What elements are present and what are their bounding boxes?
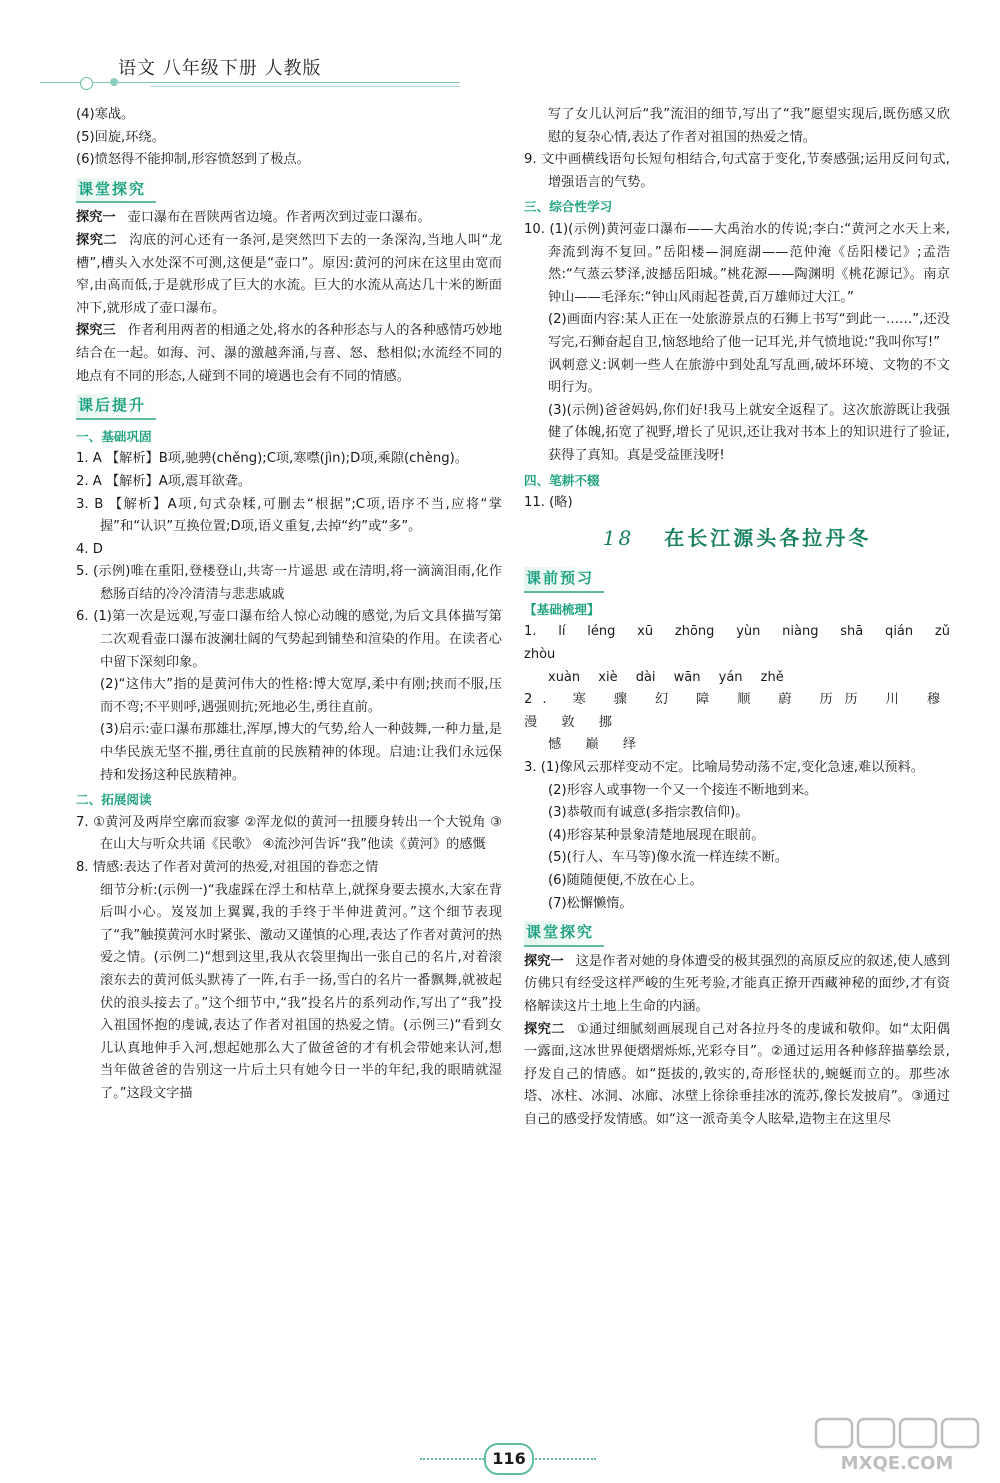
intro-line: (5)回旋,环绕。 bbox=[76, 129, 165, 145]
tanjiu-text: 沟底的河心还有一条河,是突然凹下去的一条深沟,当地人叫“龙槽”,槽头入水处深不可测,这便是“壶口”。原因:黄河的河床在这里由宽而窄,由高而低,于是就形成了巨大的水流。巨大的水流从高达几十米的断面冲下,就形成了壶口瀑布。 bbox=[76, 232, 503, 316]
page-number: 116 bbox=[484, 1443, 534, 1475]
answer-item: 4. D bbox=[76, 541, 103, 557]
tanjiu-tag: 探究二 bbox=[524, 1021, 565, 1037]
subsection-heading: 四、笔耕不辍 bbox=[524, 472, 600, 488]
right-column bbox=[524, 104, 950, 1132]
answer-item: (3)恭敬而有诚意(多指宗教信仰)。 bbox=[548, 805, 749, 821]
answer-item: 细节分析:(示例一)“我虚踩在浮土和枯草上,就探身要去摸水,大家在背后叫小心。岌岌加上翼翼,我的手终于半伸进黄河。”这个细节表现了“我”触摸黄河水时紧张、激动又谨慎的心理,表达了作者对黄河的热爱之情。(示例二)“想到这里,我从衣袋里掏出一张自己的名片,对着滚滚东去的黄河低头默祷了一阵,右手一扬,雪白的名片一番飘舞,就被起伏的浪头接去了。”这个细节中,“我”投名片的系列动作,写出了“我”投入祖国怀抱的虔诚,表达了作者对祖国的热爱之情。(示例三)“看到女儿认真地伸手入河,想起她那么大了做爸爸的才有机会带她来认河,想当年做爸爸的告别这一片后土只有她今日一半的年纪,我的眼睛就湿了。”这段文字描 bbox=[100, 882, 502, 1101]
tanjiu-paragraph bbox=[76, 320, 502, 388]
tanjiu-tag: 探究二 bbox=[76, 232, 118, 248]
subsection-heading: 二、拓展阅读 bbox=[76, 792, 152, 808]
left-column bbox=[76, 104, 502, 1106]
lesson-number: 18 bbox=[602, 525, 635, 550]
answer-item: (6)随随便便,不放在心上。 bbox=[548, 873, 703, 888]
watermark-logo bbox=[812, 1417, 982, 1477]
tanjiu-paragraph bbox=[524, 1019, 950, 1132]
header-dot-icon bbox=[110, 78, 118, 86]
header-circle-icon bbox=[80, 77, 93, 90]
answer-item: (2)“这伟大”指的是黄河伟大的性格:博大宽厚,柔中有刚;挟而不服,压而不弯;不平则呼,遇强则抗;死地必生,勇往直前。 bbox=[100, 677, 502, 715]
answer-item: 1. A 【解析】B项,驰骋(chěng);C项,寒噤(jìn);D项,乘隙(chèng)。 bbox=[76, 451, 468, 467]
answer-item: 5. (示例)唯在重阳,登楼登山,共寄一片遥思 或在清明,将一滴滴泪雨,化作愁肠百结的冷冷清清与悲悲戚戚 bbox=[76, 564, 502, 602]
header-rule-thin bbox=[150, 86, 460, 87]
answer-continuation: 写了女儿认河后“我”流泪的细节,写出了“我”愿望实现后,既伤感又欣慰的复杂心情,表达了作者对祖国的热爱之情。 bbox=[548, 107, 950, 145]
book-title: 语文 八年级下册 人教版 bbox=[118, 58, 322, 79]
footer-dotted-rule bbox=[532, 1458, 596, 1460]
watermark-text: MXQE.COM bbox=[840, 1453, 954, 1474]
bracket-heading: 【基础梳理】 bbox=[524, 601, 600, 617]
page-header bbox=[40, 50, 460, 90]
answer-item: 11. (略) bbox=[524, 495, 573, 511]
answer-item: (3)(示例)爸爸妈妈,你们好!我马上就安全返程了。这次旅游既让我强健了体魄,拓宽了视野,增长了见识,还让我对书本上的知识进行了验证,获得了真知。真是受益匪浅呀! bbox=[548, 402, 950, 463]
tanjiu-tag: 探究一 bbox=[524, 953, 564, 969]
characters-line: 2. 寒 骤 幻 障 顺 蔚 历历 川 穆 漫 敦 挪 bbox=[524, 692, 950, 730]
subsection-heading: 一、基础巩固 bbox=[76, 428, 152, 444]
section-heading-ketang-2: 课堂探究 bbox=[524, 921, 604, 947]
tanjiu-text: 壶口瀑布在晋陕两省边境。作者两次到过壶口瀑布。 bbox=[127, 210, 431, 226]
answer-item: 3. (1)像风云那样变动不定。比喻局势动荡不定,变化急速,难以预料。 bbox=[524, 760, 924, 776]
header-rule bbox=[40, 82, 460, 83]
answer-item: 8. 情感:表达了作者对黄河的热爱,对祖国的眷恋之情 bbox=[76, 860, 379, 875]
section-heading-ketang: 课堂探究 bbox=[76, 178, 156, 204]
answer-item: (2)画面内容:某人正在一处旅游景点的石狮上书写“到此一……”,还没写完,石狮奋起自卫,恼怒地给了他一记耳光,并气愤地说:“我叫你写!” bbox=[548, 312, 950, 350]
section-heading-kehou: 课后提升 bbox=[76, 394, 156, 420]
section-heading-keqian: 课前预习 bbox=[524, 567, 604, 593]
intro-line: (4)寒战。 bbox=[76, 107, 135, 122]
tanjiu-paragraph bbox=[76, 230, 502, 320]
answer-item: (7)松懈懒惰。 bbox=[548, 895, 633, 911]
tanjiu-paragraph bbox=[76, 207, 502, 230]
lesson-name: 在长江源头各拉丹冬 bbox=[664, 525, 872, 550]
answer-item: 3. B 【解析】A项,句式杂糅,可删去“根据”;C项,语序不当,应将“掌握”和“认识”互换位置;D项,语义重复,去掉“约”或“多”。 bbox=[76, 496, 502, 535]
answer-item: (5)(行人、车马等)像水流一样连续不断。 bbox=[548, 850, 788, 866]
answer-item: 2. A 【解析】A项,震耳欲聋。 bbox=[76, 473, 252, 489]
answer-item: (3)启示:壶口瀑布那雄壮,浑厚,博大的气势,给人一种鼓舞,一种力量,是中华民族无坚不摧,勇往直前的民族精神的体现。启迪:让我们永远保持和发扬这种民族精神。 bbox=[100, 722, 502, 783]
intro-line: (6)愤怒得不能抑制,形容愤怒到了极点。 bbox=[76, 152, 310, 168]
footer-dotted-rule bbox=[420, 1458, 484, 1460]
tanjiu-text: ①通过细腻刻画展现自己对各拉丹冬的虔诚和敬仰。如“太阳偶一露面,这冰世界便熠熠烁烁,光彩夺目”。②通过运用各种修辞描摹绘景,抒发自己的情感。如“挺拔的,敦实的,奇形怪状的,蜿蜒而立的。那些冰塔、冰柱、冰洞、冰廊、冰壁上徐徐垂挂冰的流苏,像长发披肩”。③通过自己的感受抒发情感。如“这一派奇美令人眩晕,造物主在这里尽 bbox=[524, 1021, 951, 1127]
answer-item: (4)形容某种景象清楚地展现在眼前。 bbox=[548, 827, 765, 843]
tanjiu-text: 这是作者对她的身体遭受的极其强烈的高原反应的叙述,使人感到仿佛只有经受这样严峻的生死考验,才能真正撩开西藏神秘的面纱,才有资格解读这片土地上生命的内涵。 bbox=[524, 953, 951, 1014]
answer-item: 9. 文中画横线语句长短句相结合,句式富于变化,节奏感强;运用反问句式,增强语言的气势。 bbox=[524, 152, 950, 190]
tanjiu-tag: 探究一 bbox=[76, 210, 116, 226]
characters-line: 憾 巅 绎 bbox=[548, 737, 646, 753]
tanjiu-paragraph bbox=[524, 951, 950, 1019]
answer-item: 讽刺意义:讽刺一些人在旅游中到处乱写乱画,破坏环境、文物的不文明行为。 bbox=[548, 357, 950, 396]
answer-item: 7. ①黄河及两岸空廓而寂寥 ②浑龙似的黄河一扭腰身转出一个大锐角 ③在山大与听众共诵《民歌》 ④流沙河告诉“我”他读《黄河》的感慨 bbox=[76, 814, 502, 853]
pinyin-line: xuàn xiè dài wān yán zhě bbox=[548, 669, 784, 685]
tanjiu-text: 作者利用两者的相通之处,将水的各种形态与人的各种感情巧妙地结合在一起。如海、河、瀑的激越奔涌,与喜、怒、愁相似;水流经不同的地点有不同的形态,人碰到不同的境遇也会有不同的情感。 bbox=[76, 323, 503, 384]
answer-item: (2)形容人或事物一个又一个接连不断地到来。 bbox=[548, 782, 818, 798]
lesson-title bbox=[524, 527, 950, 550]
answer-item: 6. (1)第一次是远观,写壶口瀑布给人惊心动魄的感觉,为后文具体描写第二次观看壶口瀑布波澜壮阔的气势起到铺垫和渲染的作用。在读者心中留下深刻印象。 bbox=[76, 609, 502, 670]
pinyin-line: 1. lí léng xū zhōng yùn niàng shā qián zǔ zhòu bbox=[524, 624, 950, 663]
answer-item: 10. (1)(示例)黄河壶口瀑布——大禹治水的传说;李白:“黄河之水天上来,奔流到海不复回。”岳阳楼—洞庭湖——范仲淹《岳阳楼记》;孟浩然:“气蒸云梦泽,波撼岳阳城。”桃花源——陶渊明《桃花源记》。南京钟山——毛泽东:“钟山风雨起苍黄,百万雄师过大江。” bbox=[524, 221, 950, 305]
subsection-heading: 三、综合性学习 bbox=[524, 199, 613, 215]
tanjiu-tag: 探究三 bbox=[76, 323, 116, 339]
